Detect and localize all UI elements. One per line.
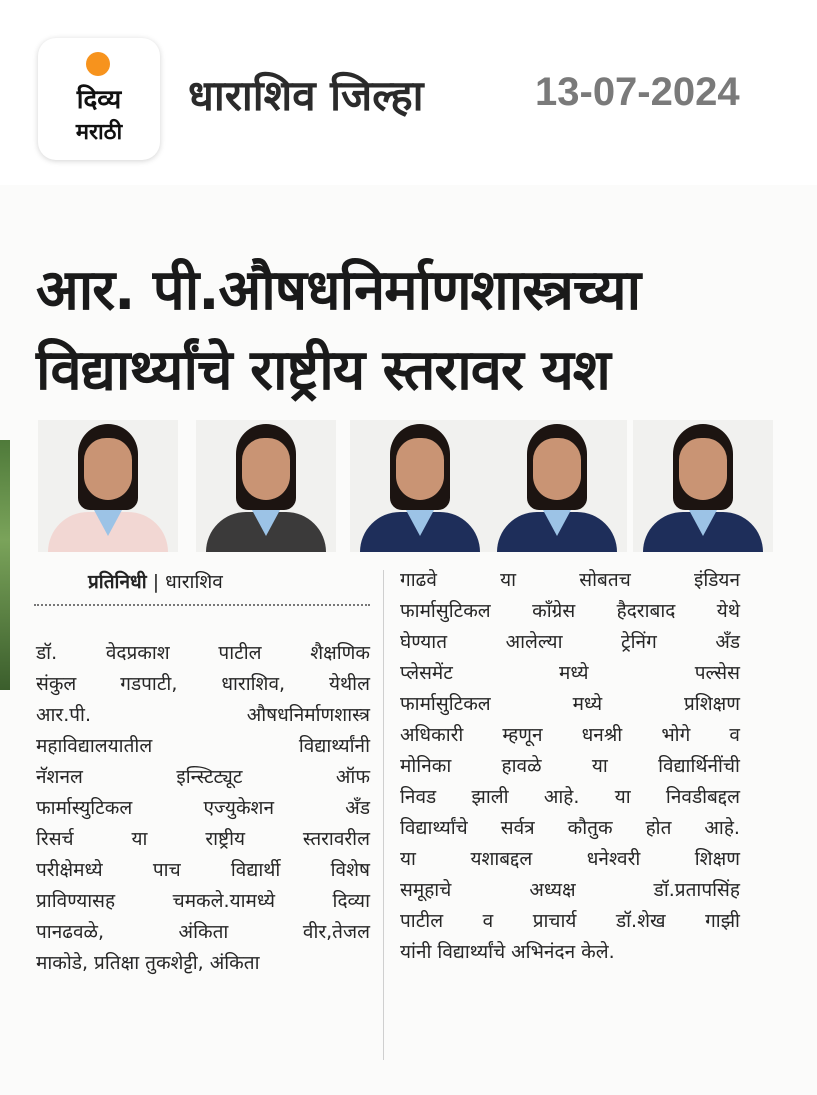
article-word: भोगे <box>661 724 691 746</box>
article-word: मोनिका <box>400 755 452 777</box>
article-word: निवड <box>400 786 437 808</box>
article-line <box>400 875 740 906</box>
article-word: अधिकारी <box>400 724 464 746</box>
article-word: प्रतिक्षा <box>94 952 140 974</box>
article-word: वेदप्रकाश <box>105 642 170 664</box>
logo-text-line2: मराठी <box>75 120 123 145</box>
article-word: राष्ट्रीय <box>205 828 246 850</box>
article-word: केले. <box>581 941 615 963</box>
article-line <box>400 720 740 751</box>
article-word: डॉ.शेख <box>615 910 666 932</box>
article-column-left <box>36 638 370 979</box>
photo-face <box>84 438 132 500</box>
article-word: सर्वत्र <box>500 817 535 839</box>
article-word: हैदराबाद <box>616 600 676 622</box>
headline-line-2: विद्यार्थ्यांचे राष्ट्रीय स्तरावर यश <box>36 338 610 403</box>
student-photo-5 <box>633 420 773 552</box>
article-word: अँड <box>715 631 740 653</box>
article-word: अंकिता <box>178 921 229 943</box>
article-line <box>400 565 740 596</box>
article-word: व <box>482 910 494 932</box>
article-word: प्राविण्यासह <box>36 890 116 912</box>
article-word: प्रशिक्षण <box>683 693 740 715</box>
article-word: होत <box>645 817 672 839</box>
article-word: चमकले.यामध्ये <box>172 890 276 912</box>
article-line <box>400 658 740 689</box>
article-word: यशाबद्दल <box>470 848 533 870</box>
article-word: मध्ये <box>572 693 603 715</box>
byline-separator: | <box>152 571 166 593</box>
article-word: नॅशनल <box>36 766 83 788</box>
article-word: स्तरावरील <box>302 828 370 850</box>
article-word: विद्यार्थ्यांचे <box>400 817 468 839</box>
article-line <box>400 906 740 937</box>
article-word: फार्मासुटिकल <box>400 600 491 622</box>
photo-face <box>242 438 290 500</box>
article-word: तुकशेट्टी, <box>145 952 204 974</box>
article-line <box>36 638 370 669</box>
article-line <box>36 855 370 886</box>
article-word: या <box>500 569 517 591</box>
article-word: मध्ये <box>559 662 589 684</box>
article-word: समूहाचे <box>400 879 452 901</box>
article-word: गाढवे <box>400 569 437 591</box>
article-word: अँड <box>345 797 370 819</box>
article-word: गाझी <box>705 910 740 932</box>
article-word: रिसर्च <box>36 828 74 850</box>
article-word: डॉ.प्रतापसिंह <box>653 879 740 901</box>
article-word: धनश्री <box>581 724 623 746</box>
student-photo-4 <box>487 420 627 552</box>
photo-face <box>396 438 444 500</box>
article-word: पल्सेस <box>694 662 740 684</box>
article-word: सोबतच <box>579 569 631 591</box>
article-word: धनेश्वरी <box>586 848 641 870</box>
article-word: विद्यार्थ्यांनी <box>298 735 370 757</box>
adjacent-column-edge <box>0 720 10 1040</box>
app-header <box>0 0 817 185</box>
article-word: एज्युकेशन <box>203 797 274 819</box>
article-line <box>400 689 740 720</box>
student-photo-3 <box>350 420 490 552</box>
article-word: विद्यार्थिनींची <box>658 755 740 777</box>
article-line <box>400 751 740 782</box>
article-word: विद्यार्थी <box>230 859 281 881</box>
article-word: फार्मासुटिकल <box>400 693 491 715</box>
logo-text-line1: दिव्य <box>76 85 122 115</box>
article-line <box>36 917 370 948</box>
article-line <box>36 948 370 979</box>
article-word: आहे. <box>704 817 740 839</box>
article-word: माकोडे, <box>36 952 89 974</box>
edition-date: 13-07-2024 <box>535 70 740 114</box>
article-word: या <box>591 755 608 777</box>
article-word: म्हणून <box>502 724 543 746</box>
article-line <box>400 782 740 813</box>
photo-face <box>679 438 727 500</box>
article-word: दिव्या <box>332 890 370 912</box>
article-word: शैक्षणिक <box>310 642 370 664</box>
article-line <box>400 813 740 844</box>
article-word: विशेष <box>330 859 370 881</box>
article-word: निवडीबद्दल <box>665 786 740 808</box>
byline-place: धाराशिव <box>165 571 223 593</box>
byline-reporter: प्रतिनिधी <box>88 571 147 593</box>
article-word: धाराशिव, <box>221 673 286 695</box>
article-word: औषधनिर्माणशास्त्र <box>246 704 370 726</box>
article-line <box>36 886 370 917</box>
article-word: फार्मास्युटिकल <box>36 797 133 819</box>
article-word: पाच <box>152 859 181 881</box>
article-word: आर.पी. <box>36 704 91 726</box>
article-word: इन्स्टिट्यूट <box>176 766 243 788</box>
sun-icon <box>86 52 110 76</box>
article-word: पाटील <box>400 910 444 932</box>
column-divider <box>383 570 384 1060</box>
article-word: येथील <box>329 673 370 695</box>
byline-divider <box>34 604 370 606</box>
article-word: या <box>131 828 148 850</box>
divya-marathi-logo[interactable] <box>38 38 160 160</box>
district-title: धाराशिव जिल्हा <box>188 71 424 120</box>
article-word: परीक्षेमध्ये <box>36 859 103 881</box>
article-word: प्राचार्य <box>532 910 577 932</box>
article-word: ट्रेनिंग <box>621 631 657 653</box>
article-line <box>36 669 370 700</box>
article-word: ऑफ <box>335 766 370 788</box>
article-line <box>400 596 740 627</box>
headline-line-1: आर. पी.औषधनिर्माणशास्त्रच्या <box>36 258 641 323</box>
article-word: आलेल्या <box>505 631 563 653</box>
adjacent-photo-edge <box>0 440 10 690</box>
article-line <box>400 627 740 658</box>
article-word: या <box>400 848 416 870</box>
article-word: काँग्रेस <box>532 600 576 622</box>
article-word: डॉ. <box>36 642 58 664</box>
article-line <box>36 793 370 824</box>
article-word: घेण्यात <box>400 631 448 653</box>
article-word: विद्यार्थ्यांचे <box>437 941 506 963</box>
article-line <box>36 700 370 731</box>
article-word: संकुल <box>36 673 77 695</box>
article-word: व <box>729 724 740 746</box>
article-line <box>400 844 740 875</box>
article-word: गडपाटी, <box>120 673 178 695</box>
article-word: प्लेसमेंट <box>400 662 453 684</box>
photo-face <box>533 438 581 500</box>
article-word: अध्यक्ष <box>529 879 576 901</box>
article-word: अभिनंदन <box>511 941 576 963</box>
article-word: झाली <box>471 786 509 808</box>
article-word: महाविद्यालयातील <box>36 735 153 757</box>
article-word: येथे <box>716 600 740 622</box>
article-line <box>36 824 370 855</box>
article-word: शिक्षण <box>694 848 740 870</box>
article-word: यांनी <box>400 941 432 963</box>
byline <box>88 568 223 594</box>
student-photo-1 <box>38 420 178 552</box>
article-word: पाटील <box>218 642 262 664</box>
article-line <box>36 731 370 762</box>
student-photo-2 <box>196 420 336 552</box>
article-word: या <box>614 786 631 808</box>
article-word: पानढवळे, <box>36 921 104 943</box>
article-word: कौतुक <box>567 817 613 839</box>
article-word: आहे. <box>543 786 580 808</box>
article-word: वीर,तेजल <box>302 921 370 943</box>
article-column-right <box>400 565 740 968</box>
article-word: अंकिता <box>209 952 260 974</box>
article-line <box>36 762 370 793</box>
article-word: हावळे <box>501 755 542 777</box>
article-word: इंडियन <box>694 569 740 591</box>
article-line <box>400 937 740 968</box>
